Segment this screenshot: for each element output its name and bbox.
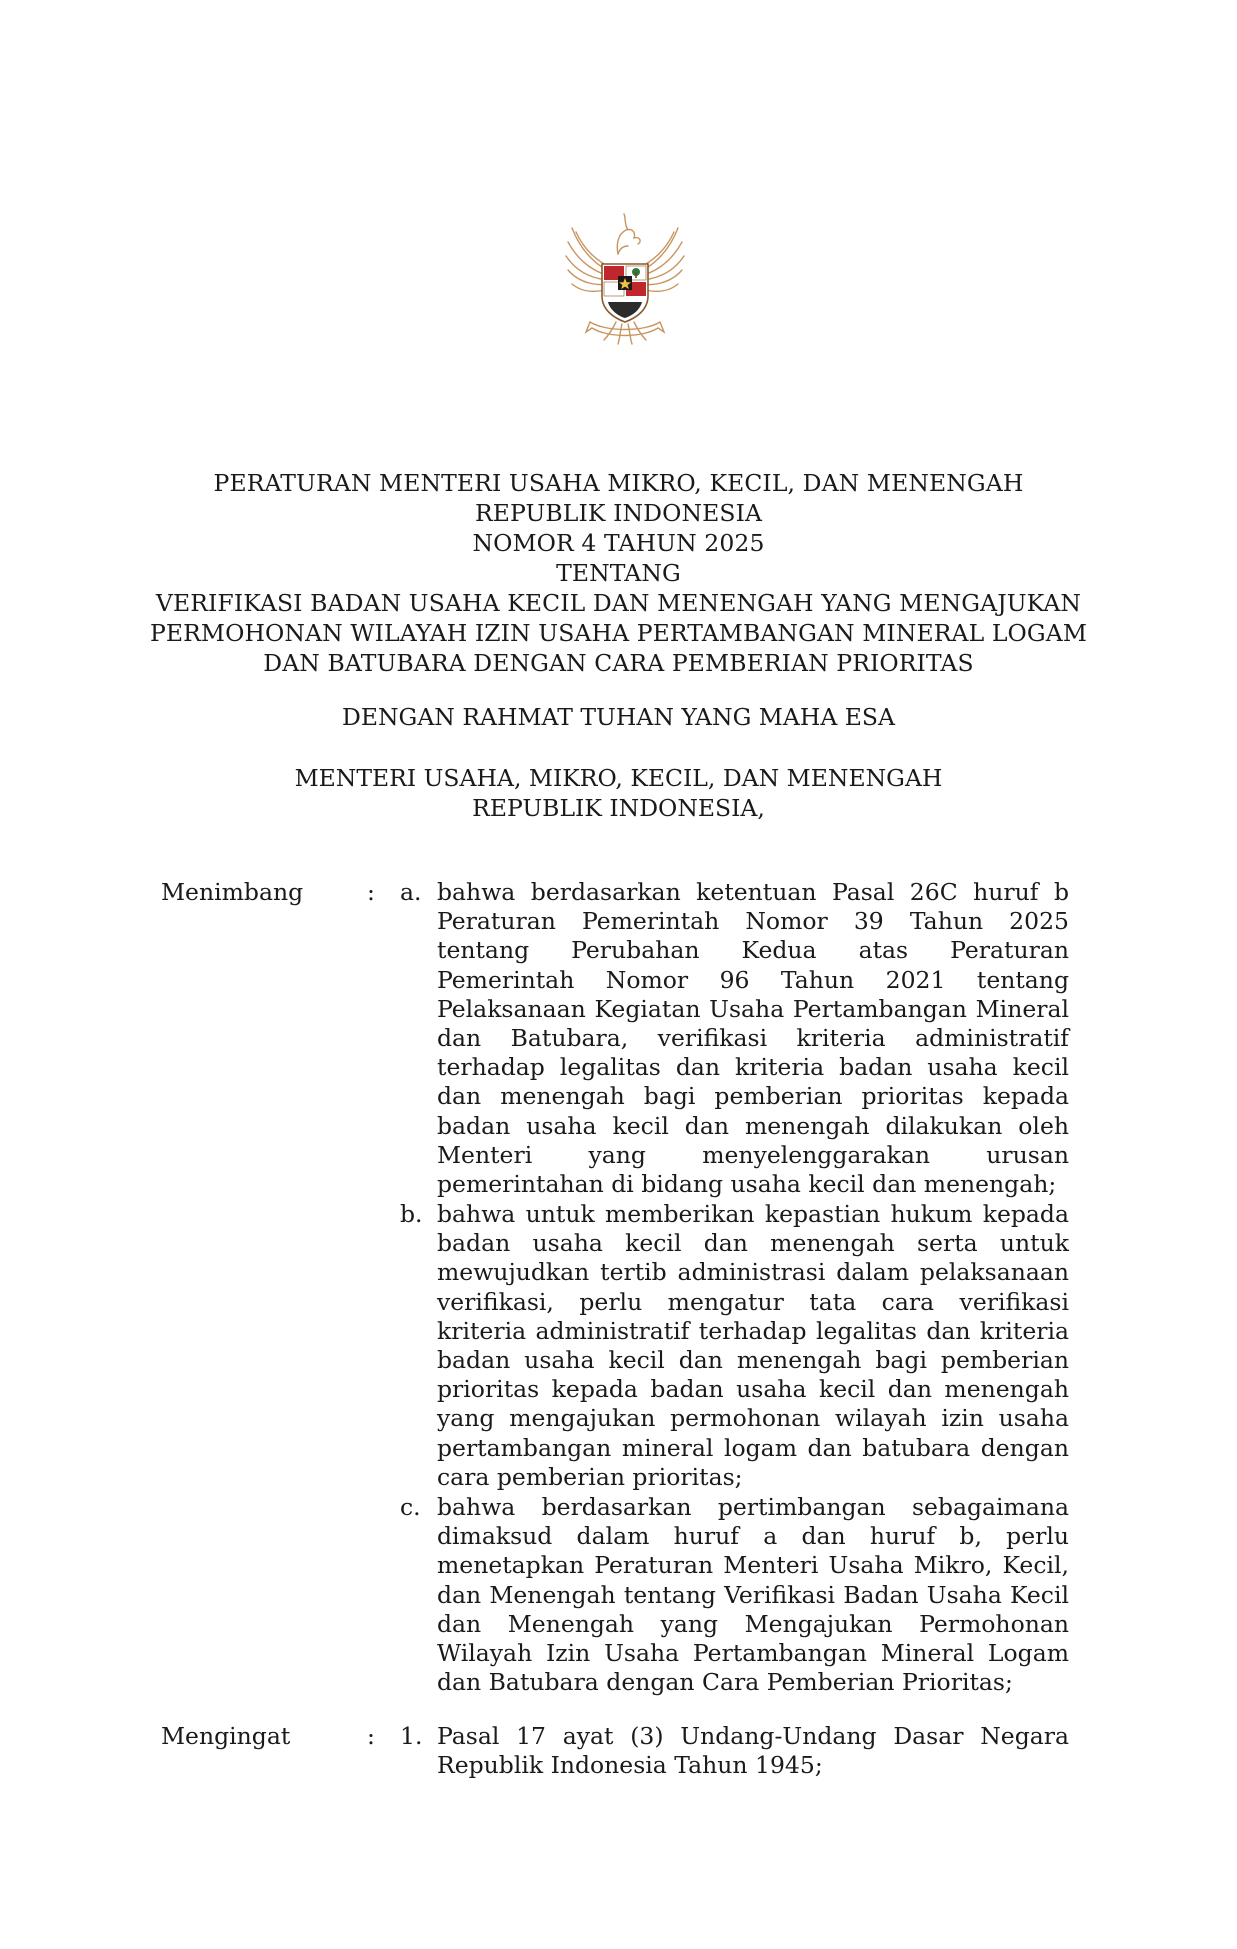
- heading-line: NOMOR 4 TAHUN 2025: [472, 529, 765, 557]
- item-text: Pasal 17 ayat (3) Undang-Undang Dasar Negara Republik Indonesia Tahun 1945;: [437, 1722, 1069, 1780]
- item-marker: a.: [400, 878, 422, 906]
- heading-line: TENTANG: [556, 559, 681, 587]
- heading-line: REPUBLIK INDONESIA: [474, 499, 763, 527]
- item-marker: c.: [400, 1493, 421, 1521]
- regulation-heading: [0, 468, 1237, 678]
- section-label: Menimbang: [161, 878, 304, 906]
- garuda-emblem-icon: [560, 210, 690, 346]
- blessing-line: DENGAN RAHMAT TUHAN YANG MAHA ESA: [341, 703, 896, 731]
- minister-title: [0, 763, 1237, 823]
- item-text: bahwa berdasarkan pertimbangan sebagaimana dimaksud dalam huruf a dan huruf b, perlu menetapkan Peraturan Menteri Usaha Mikro, Kecil, dan Menengah tentang Verifikasi Badan Usaha Kecil dan Menengah yang Mengajukan Permohonan Wilayah Izin Usaha Pertambangan Mineral Logam dan Batubara dengan Cara Pemberian Prioritas;: [437, 1493, 1069, 1697]
- item-marker: b.: [400, 1200, 423, 1228]
- heading-line: PERATURAN MENTERI USAHA MIKRO, KECIL, DAN MENENGAH: [213, 469, 1024, 497]
- heading-line: PERMOHONAN WILAYAH IZIN USAHA PERTAMBANGAN MINERAL LOGAM: [149, 619, 1088, 647]
- item-marker: 1.: [400, 1722, 423, 1750]
- section-label: Mengingat: [161, 1722, 291, 1750]
- heading-line: DAN BATUBARA DENGAN CARA PEMBERIAN PRIORITAS: [263, 649, 974, 677]
- minister-line: REPUBLIK INDONESIA,: [472, 794, 765, 822]
- item-text: bahwa berdasarkan ketentuan Pasal 26C huruf b Peraturan Pemerintah Nomor 39 Tahun 2025 tentang Perubahan Kedua atas Peraturan Pemerintah Nomor 96 Tahun 2021 tentang Pelaksanaan Kegiatan Usaha Pertambangan Mineral dan Batubara, verifikasi kriteria administratif terhadap legalitas dan kriteria badan usaha kecil dan menengah bagi pemberian prioritas kepada badan usaha kecil dan menengah dilakukan oleh Menteri yang menyelenggarakan urusan pemerintahan di bidang usaha kecil dan menengah;: [437, 878, 1069, 1199]
- section-colon: :: [367, 878, 375, 906]
- item-text: bahwa untuk memberikan kepastian hukum kepada badan usaha kecil dan menengah serta untuk mewujudkan tertib administrasi dalam pelaksanaan verifikasi, perlu mengatur tata cara verifikasi kriteria administratif terhadap legalitas dan kriteria badan usaha kecil dan menengah bagi pemberian prioritas kepada badan usaha kecil dan menengah yang mengajukan permohonan wilayah izin usaha pertambangan mineral logam dan batubara dengan cara pemberian prioritas;: [437, 1200, 1069, 1491]
- heading-line: VERIFIKASI BADAN USAHA KECIL DAN MENENGAH YANG MENGAJUKAN: [155, 589, 1082, 617]
- minister-line: MENTERI USAHA, MIKRO, KECIL, DAN MENENGAH: [294, 764, 943, 792]
- section-colon: :: [367, 1722, 375, 1750]
